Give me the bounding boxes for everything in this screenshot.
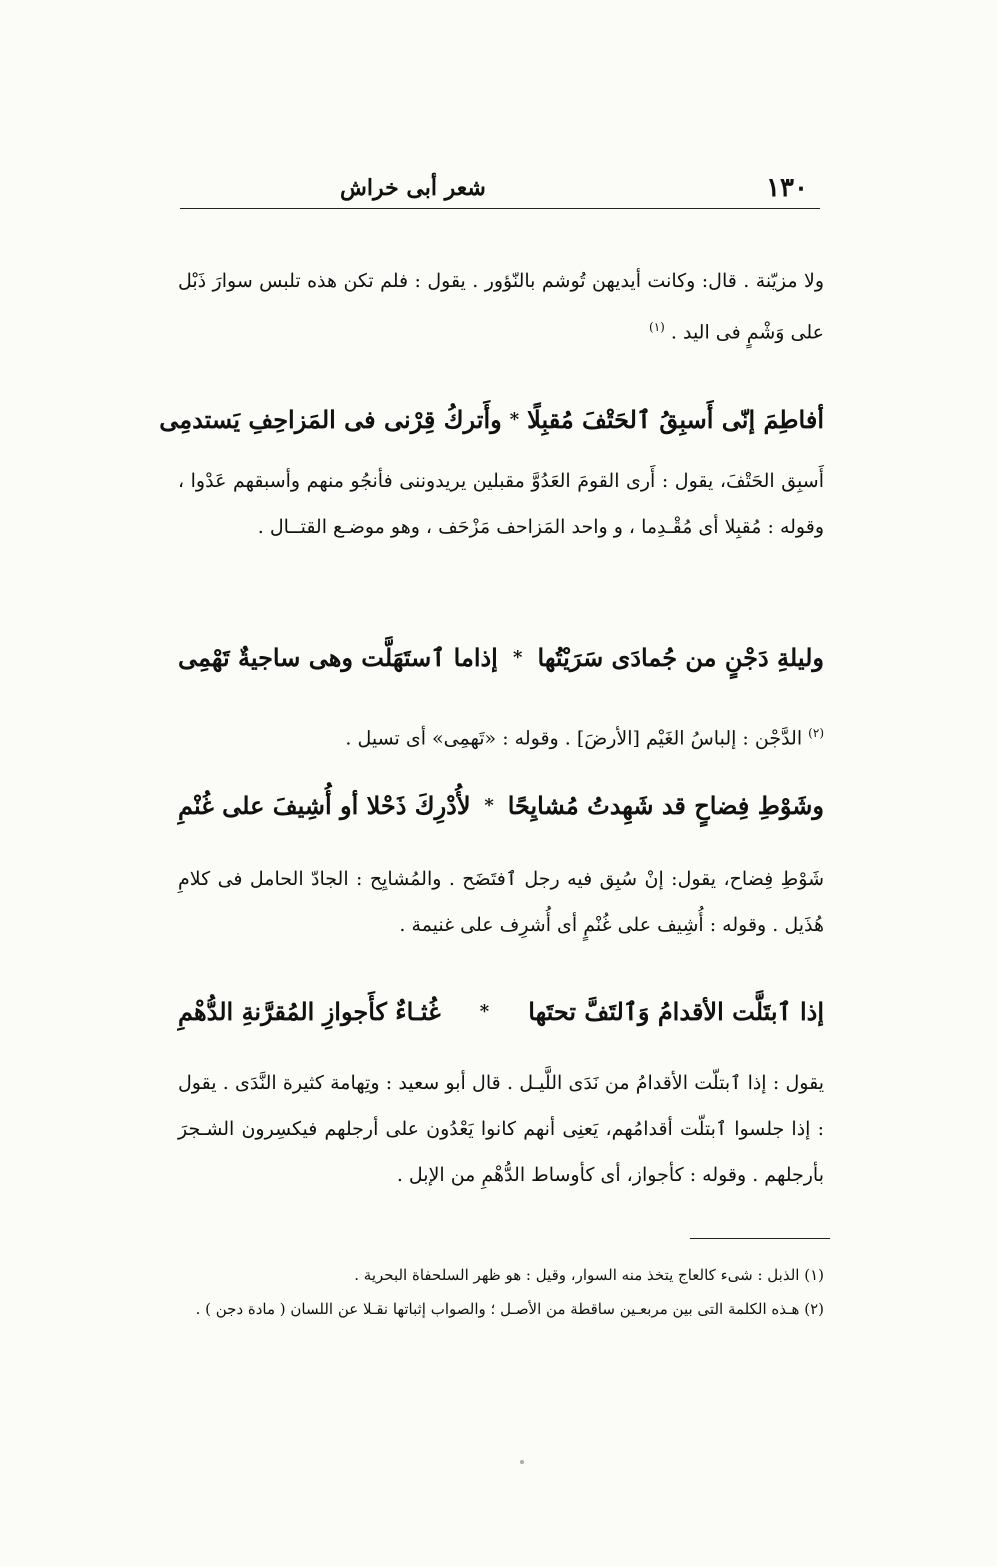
footnotes xyxy=(178,1260,824,1328)
verse-first-hemistich: وليلةِ دَجْنٍ من جُمادَى سَرَيْتُها xyxy=(537,642,824,672)
verse-line-4 xyxy=(178,986,824,1036)
verse-first-hemistich: إذا ٱبتَلَّت الأقدامُ وَٱلتَفَّ تحتَها xyxy=(528,996,824,1026)
verse-line-1 xyxy=(159,394,824,444)
commentary-text: الدَّجْن : إلباسُ الغَيْم [الأرضَ] . وقوله : «تَهمِى» أى تسيل . xyxy=(345,727,803,750)
commentary-text: يقول : إذا ٱبتلّت الأقدامُ من نَدَى اللَّيـل . قال أبو سعيد : وتِهامة كثيرة النَّدَى . يقول : إذا جلسوا ٱبتلّت أقدامُهم، يَعنِى أنهم كانوا يَعْدُون على أرجلهم فيكسِرون الشـجرَ بأرجلهم . وقوله : كأجواز، أى كأوساط الدُّهْمِ من الإبل . xyxy=(178,1072,824,1186)
commentary-paragraph-4 xyxy=(178,856,824,948)
verse-first-hemistich: وشَوْطِ فِضاحٍ قد شَهِدتُ مُشايِحًا xyxy=(507,790,824,820)
footnote-marker: (٢) xyxy=(808,726,824,740)
footnote-1: (١) الذبل : شىء كالعاج يتخذ منه السوار، وقيل : هو ظهر السلحفاة البحرية . xyxy=(354,1266,824,1284)
commentary-text: شَوْطِ فِضاح، يقول: إنْ سُبِق فيه رجل ٱفتَضَح . والمُشايِح : الجادّ الحامل فى كلامِ هُذَيل . وقوله : أُشِيف على غُنْمٍ أى أُشرِف على غنيمة . xyxy=(178,868,824,936)
commentary-paragraph-2 xyxy=(178,458,824,550)
verse-second-hemistich: وأَتركُ قِرْنى فى المَزاحِفِ يَستدمِى xyxy=(159,404,502,434)
verse-line-3 xyxy=(178,780,824,830)
commentary-paragraph-3 xyxy=(178,710,824,761)
commentary-text: أَسبِق الحَتْفَ، يقول : أَرى القومَ العَدُوَّ مقبلين يريدوننى فأنجُو منهم وأسبقهم عَدْوا ، وقوله : مُقبِلا أى مُقْـدِما ، و واحد المَزاحف مَزْحَف ، وهو موضـع القتــال . xyxy=(178,470,824,538)
commentary-paragraph-1 xyxy=(178,258,824,355)
verse-second-hemistich: غُثـاءٌ كأَجوازِ المُقرَّنةِ الدُّهْمِ xyxy=(178,996,441,1026)
commentary-text: ولا مزيّنة . قال: وكانت أيديهن تُوشم بالنّؤور . يقول : فلم تكن هذه تلبس سوارَ ذَبْل على وَشْمٍ فى اليد . xyxy=(178,270,824,344)
footnote-marker: (١) xyxy=(649,320,665,334)
verse-first-hemistich: أفاطِمَ إنّى أَسبِقُ ٱلحَتْفَ مُقبِلًا xyxy=(527,404,824,434)
verse-separator: * xyxy=(512,646,523,668)
page-number: ١٣٠ xyxy=(766,173,808,203)
page-header xyxy=(180,168,820,209)
verse-separator: * xyxy=(479,1000,490,1022)
verse-line-2 xyxy=(178,632,824,682)
page-speck xyxy=(520,1460,524,1464)
running-title: شعر أبى خراش xyxy=(340,175,486,201)
commentary-paragraph-5 xyxy=(178,1060,824,1198)
footnote-2: (٢) هـذه الكلمة التى بين مربعـين ساقطة من الأصـل ؛ والصواب إثباتها نقـلا عن اللسان ( مادة دجن ) . xyxy=(195,1300,824,1318)
verse-second-hemistich: إذاما ٱستَهَلَّت وهى ساجيةٌ تَهْمِى xyxy=(178,642,498,672)
verse-separator: * xyxy=(509,408,520,430)
verse-separator: * xyxy=(484,794,494,816)
verse-second-hemistich: لأُدْرِكَ ذَحْلا أو أُشِيفَ على غُنْمِ xyxy=(178,790,471,820)
footnote-divider xyxy=(690,1238,830,1239)
